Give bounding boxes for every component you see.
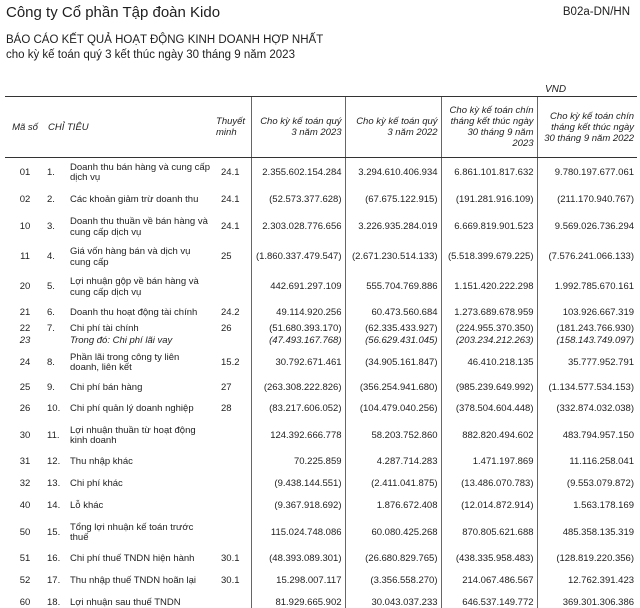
row-code: 52 (19, 575, 31, 587)
row-note: 15.2 (221, 356, 240, 368)
row-note: 27 (221, 382, 232, 394)
table-row (5, 303, 637, 324)
row-value-9m-2023: (5.518.399.679.225) (441, 243, 537, 273)
col-header-q3-2023: Cho kỳ kế toán quý 3 năm 2023 (251, 97, 345, 158)
row-value-9m-2022: 11.116.258.041 (537, 452, 637, 474)
row-code: 60 (19, 597, 31, 608)
row-value-9m-2022: 485.358.135.319 (537, 518, 637, 549)
row-value-q3-2023: 70.225.859 (251, 452, 345, 474)
row-number: 16. (47, 553, 61, 565)
row-item-name: Chi phí thuế TNDN hiện hành (70, 553, 195, 565)
row-item-name: Lỗ khác (70, 500, 104, 512)
row-value-q3-2023: 81.929.665.902 (251, 593, 345, 608)
row-value-q3-2023: (52.573.377.628) (251, 189, 345, 213)
row-note: 30.1 (221, 575, 240, 587)
row-value-q3-2022: (3.356.558.270) (345, 571, 441, 593)
col-header-9m-2023: Cho kỳ kế toán chín tháng kết thúc ngày 30 tháng 9 năm 2023 (441, 97, 537, 158)
row-value-9m-2023: (191.281.916.109) (441, 189, 537, 213)
row-value-q3-2022: 4.287.714.283 (345, 452, 441, 474)
row-code: 10 (19, 221, 31, 233)
table-row (5, 348, 637, 379)
row-value-9m-2023: (985.239.649.992) (441, 379, 537, 399)
row-value-9m-2023: 1.471.197.869 (441, 452, 537, 474)
row-item-name: Chi phí quản lý doanh nghiệp (70, 403, 194, 415)
currency-label: VND (545, 84, 567, 95)
row-value-q3-2022: (56.629.431.045) (345, 335, 441, 348)
row-value-9m-2022: (211.170.940.767) (537, 189, 637, 213)
row-value-9m-2022: 1.563.178.169 (537, 496, 637, 518)
row-note (213, 496, 251, 518)
row-number: 13. (47, 478, 61, 490)
col-header-q3-2022: Cho kỳ kế toán quý 3 năm 2022 (345, 97, 441, 158)
row-note (213, 421, 251, 452)
row-value-q3-2022: (67.675.122.915) (345, 189, 441, 213)
row-number: 6. (47, 306, 55, 318)
row-value-9m-2022: (332.874.032.038) (537, 399, 637, 421)
row-item-name: Chi phí tài chính (70, 323, 139, 334)
row-value-9m-2023: (203.234.212.263) (441, 335, 537, 348)
row-value-9m-2022: 35.777.952.791 (537, 348, 637, 379)
row-code: 26 (19, 403, 31, 415)
row-value-q3-2022: (34.905.161.847) (345, 348, 441, 379)
table-row (5, 571, 637, 593)
row-number: 15. (47, 526, 61, 538)
row-code: 24 (19, 356, 31, 368)
col-header-code: Mã số (5, 97, 45, 158)
row-note (213, 593, 251, 608)
row-code: 22 (19, 323, 31, 334)
row-number: 1. (47, 167, 55, 178)
row-value-9m-2023: 46.410.218.135 (441, 348, 537, 379)
row-value-9m-2022: (181.243.766.930) (537, 324, 637, 335)
row-value-9m-2022: 9.569.026.736.294 (537, 213, 637, 243)
row-note: 28 (221, 403, 232, 415)
row-value-9m-2023: 214.067.486.567 (441, 571, 537, 593)
row-value-9m-2023: 870.805.621.688 (441, 518, 537, 549)
row-item-name: Lợi nhuận sau thuế TNDN (70, 597, 181, 608)
row-code: 21 (19, 306, 31, 318)
row-value-9m-2023: (378.504.604.448) (441, 399, 537, 421)
row-item-name: Lợi nhuận thuần từ hoạt động kinh doanh (70, 424, 196, 446)
row-value-q3-2023: (263.308.222.826) (251, 379, 345, 399)
row-item-name: Doanh thu bán hàng và cung cấp dịch vụ (70, 161, 210, 184)
row-value-9m-2023: (224.955.370.350) (441, 324, 537, 335)
row-code: 02 (19, 194, 31, 206)
row-value-q3-2022: 3.226.935.284.019 (345, 213, 441, 243)
row-note (213, 335, 251, 348)
row-number: 18. (47, 597, 61, 608)
row-note: 30.1 (221, 553, 240, 565)
row-value-q3-2022: 555.704.769.886 (345, 273, 441, 303)
row-value-9m-2022: (7.576.241.066.133) (537, 243, 637, 273)
row-value-9m-2023: 1.273.689.678.959 (441, 303, 537, 324)
row-code: 01 (19, 167, 31, 178)
row-number: 17. (47, 575, 61, 587)
row-value-q3-2023: 2.355.602.154.284 (251, 158, 345, 189)
row-value-q3-2023: (9.438.144.551) (251, 474, 345, 496)
row-code: 30 (19, 429, 31, 441)
table-row (5, 474, 637, 496)
col-header-note: Thuyết minh (213, 97, 251, 158)
row-value-q3-2023: (51.680.393.170) (251, 324, 345, 335)
row-number: 7. (47, 323, 55, 334)
row-number: 4. (47, 251, 55, 263)
table-row (5, 549, 637, 571)
row-number: 3. (47, 221, 55, 233)
row-value-9m-2022: (1.134.577.534.153) (537, 379, 637, 399)
row-number (45, 335, 67, 348)
row-value-9m-2022: 369.301.306.386 (537, 593, 637, 608)
row-note (213, 452, 251, 474)
row-value-q3-2023: (48.393.089.301) (251, 549, 345, 571)
row-note: 24.2 (221, 306, 240, 318)
row-item-name: Phần lãi trong công ty liên doanh, liên kết (70, 351, 180, 373)
row-value-q3-2023: 15.298.007.117 (251, 571, 345, 593)
row-value-q3-2022: (104.479.040.256) (345, 399, 441, 421)
row-value-9m-2022: 483.794.957.150 (537, 421, 637, 452)
row-note: 24.1 (221, 167, 240, 178)
row-number: 8. (47, 356, 55, 368)
table-row (5, 421, 637, 452)
table-row (5, 158, 637, 189)
form-code: B02a-DN/HN (562, 6, 630, 18)
row-item-name: Chi phí khác (70, 478, 123, 490)
row-value-q3-2022: 30.043.037.233 (345, 593, 441, 608)
row-value-9m-2023: (12.014.872.914) (441, 496, 537, 518)
table-row (5, 213, 637, 243)
col-header-9m-2022: Cho kỳ kế toán chín tháng kết thúc ngày 30 tháng 9 năm 2022 (537, 97, 637, 158)
row-value-q3-2022: 1.876.672.408 (345, 496, 441, 518)
row-value-q3-2022: (2.671.230.514.133) (345, 243, 441, 273)
row-code: 23 (19, 334, 31, 346)
company-name: Công ty Cổ phần Tập đoàn Kido (6, 4, 221, 21)
row-value-9m-2023: (13.486.070.783) (441, 474, 537, 496)
row-item-name: Tổng lợi nhuận kế toán trước thuế (70, 521, 194, 543)
row-code: 11 (20, 251, 30, 263)
row-number: 10. (47, 403, 61, 415)
table-row (5, 189, 637, 213)
table-row (5, 399, 637, 421)
table-row (5, 379, 637, 399)
row-code: 51 (19, 553, 31, 565)
row-value-q3-2022: (26.680.829.765) (345, 549, 441, 571)
row-value-9m-2022: 9.780.197.677.061 (537, 158, 637, 189)
table-row (5, 324, 637, 335)
row-number: 2. (47, 194, 55, 206)
income-statement-table (5, 96, 637, 608)
row-value-q3-2022: 60.080.425.268 (345, 518, 441, 549)
row-note (213, 474, 251, 496)
row-note: 25 (221, 251, 232, 263)
col-header-item: CHỈ TIÊU (45, 97, 213, 158)
table-header-row (5, 97, 637, 158)
row-value-q3-2022: (356.254.941.680) (345, 379, 441, 399)
row-value-q3-2023: 124.392.666.778 (251, 421, 345, 452)
row-number: 9. (47, 382, 55, 394)
row-number: 12. (47, 456, 61, 468)
row-value-q3-2023: 30.792.671.461 (251, 348, 345, 379)
row-note: 26 (221, 323, 232, 334)
row-value-9m-2023: 882.820.494.602 (441, 421, 537, 452)
row-code: 31 (19, 456, 31, 468)
row-code: 50 (19, 526, 31, 538)
row-value-q3-2023: (47.493.167.768) (251, 335, 345, 348)
row-value-9m-2022: (128.819.220.356) (537, 549, 637, 571)
row-code: 20 (19, 281, 31, 293)
row-item-name: Các khoản giảm trừ doanh thu (70, 194, 199, 206)
row-item-name: Thu nhập khác (70, 456, 133, 468)
table-row (5, 452, 637, 474)
row-value-q3-2022: 60.473.560.684 (345, 303, 441, 324)
table-row (5, 335, 637, 348)
row-code: 32 (19, 478, 31, 490)
row-value-9m-2022: (9.553.079.872) (537, 474, 637, 496)
row-value-9m-2022: 1.992.785.670.161 (537, 273, 637, 303)
row-item-name: Giá vốn hàng bán và dịch vụ cung cấp (70, 246, 191, 268)
row-number: 14. (47, 500, 61, 512)
row-value-q3-2023: 115.024.748.086 (251, 518, 345, 549)
row-value-q3-2023: 2.303.028.776.656 (251, 213, 345, 243)
table-row (5, 518, 637, 549)
row-value-q3-2023: 442.691.297.109 (251, 273, 345, 303)
row-value-9m-2022: (158.143.749.097) (537, 335, 637, 348)
report-subtitle: cho kỳ kế toán quý 3 kết thúc ngày 30 tháng 9 năm 2023 (6, 49, 295, 61)
row-code: 40 (19, 500, 31, 512)
row-note: 24.1 (221, 221, 240, 233)
table-row (5, 496, 637, 518)
row-item-name: Lợi nhuận gộp về bán hàng và cung cấp dịch vụ (70, 276, 199, 298)
row-value-9m-2023: 6.861.101.817.632 (441, 158, 537, 189)
row-value-q3-2022: (2.411.041.875) (345, 474, 441, 496)
row-note (213, 273, 251, 303)
row-value-q3-2022: 58.203.752.860 (345, 421, 441, 452)
row-item-name: Doanh thu hoạt động tài chính (70, 306, 198, 318)
row-value-9m-2022: 103.926.667.319 (537, 303, 637, 324)
row-note (213, 518, 251, 549)
row-item-name: Chi phí bán hàng (70, 382, 143, 394)
report-title: BÁO CÁO KẾT QUẢ HOẠT ĐỘNG KINH DOANH HỢP NHẤT (6, 34, 324, 46)
row-value-q3-2023: (9.367.918.692) (251, 496, 345, 518)
table-row (5, 243, 637, 273)
row-value-q3-2022: (62.335.433.927) (345, 324, 441, 335)
row-item-name: Doanh thu thuần về bán hàng và cung cấp dịch vụ (70, 216, 208, 238)
row-value-q3-2023: (1.860.337.479.547) (251, 243, 345, 273)
row-number: 5. (47, 281, 55, 293)
row-value-9m-2022: 12.762.391.423 (537, 571, 637, 593)
row-value-q3-2023: 49.114.920.256 (251, 303, 345, 324)
row-value-9m-2023: 6.669.819.901.523 (441, 213, 537, 243)
row-value-9m-2023: 1.151.420.222.298 (441, 273, 537, 303)
row-value-q3-2023: (83.217.606.052) (251, 399, 345, 421)
row-note: 24.1 (221, 194, 240, 206)
row-value-9m-2023: 646.537.149.772 (441, 593, 537, 608)
row-number: 11. (47, 429, 60, 441)
row-item-name: Trong đó: Chi phí lãi vay (70, 334, 173, 346)
row-value-q3-2022: 3.294.610.406.934 (345, 158, 441, 189)
table-row (5, 593, 637, 608)
row-code: 25 (19, 382, 31, 394)
row-item-name: Thu nhập thuế TNDN hoãn lại (70, 575, 197, 587)
row-value-9m-2023: (438.335.958.483) (441, 549, 537, 571)
table-row (5, 273, 637, 303)
